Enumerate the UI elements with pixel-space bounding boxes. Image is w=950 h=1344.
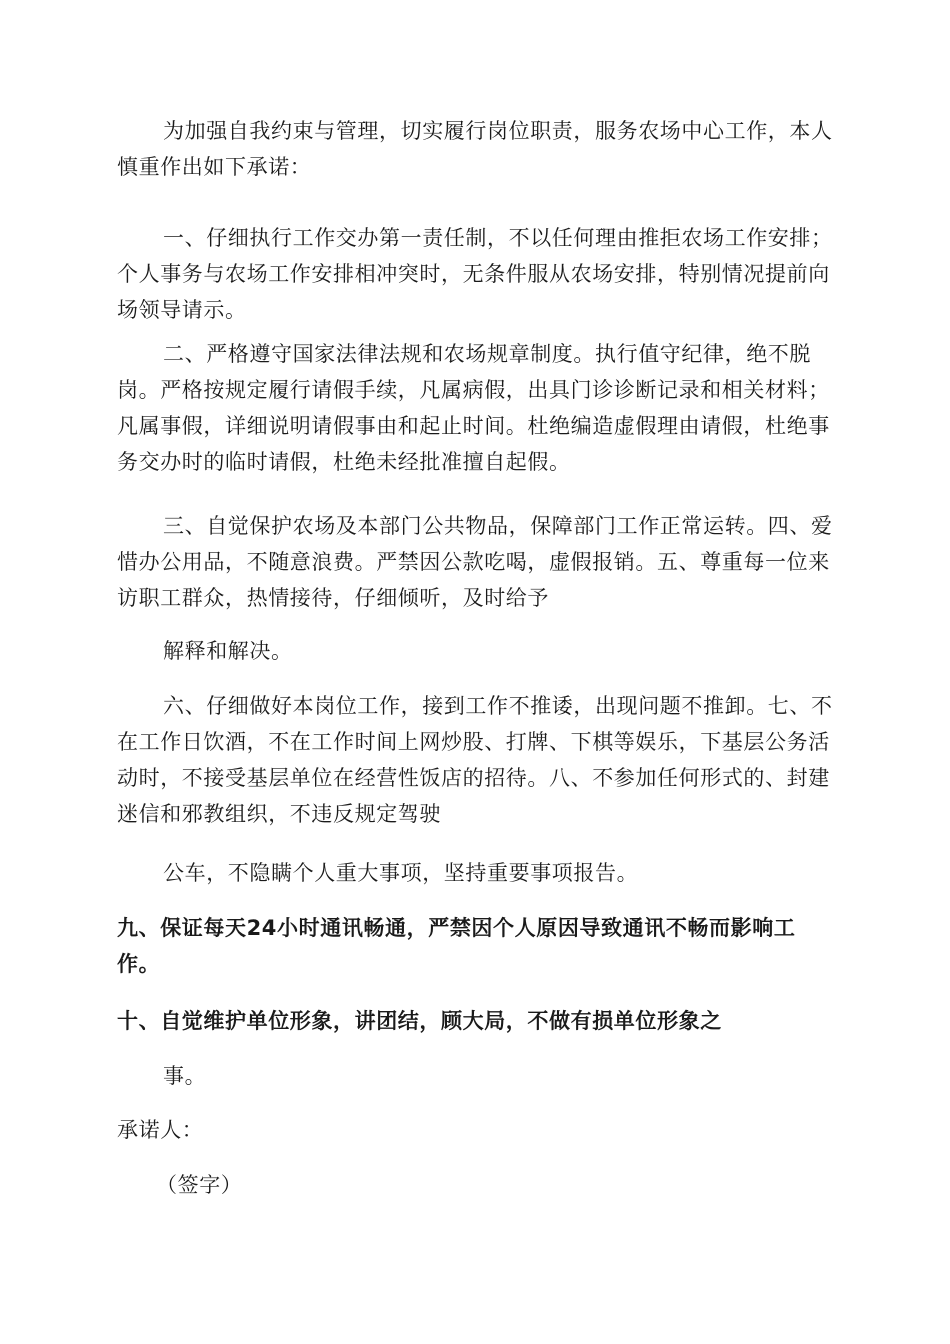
item-8-continuation: 公车，不隐瞒个人重大事项，坚持重要事项报告。 <box>163 861 639 885</box>
item-10-continuation: 事。 <box>163 1064 207 1088</box>
item-3-5-paragraph: 三、自觉保护农场及本部门公共物品，保障部门工作正常运转。四、爱惜办公用品，不随意浪费。严禁因公款吃喝，虚假报销。五、尊重每一位来访职工群众，热情接待，仔细倾听，及时给予 <box>117 514 833 610</box>
intro-paragraph: 为加强自我约束与管理，切实履行岗位职责，服务农场中心工作，本人慎重作出如下承诺： <box>117 119 833 179</box>
promisor-label: 承诺人： <box>117 1118 204 1142</box>
item-1-paragraph: 一、仔细执行工作交办第一责任制，不以任何理由推拒农场工作安排；个人事务与农场工作安排相冲突时，无条件服从农场安排，特别情况提前向场领导请示。 <box>117 226 833 322</box>
item-2-paragraph: 二、严格遵守国家法律法规和农场规章制度。执行值守纪律，绝不脱岗。严格按规定履行请假手续，凡属病假，出具门诊诊断记录和相关材料；凡属事假，详细说明请假事由和起止时间。杜绝编造虚假理由请假，杜绝事务交办时的临时请假，杜绝未经批准擅自起假。 <box>117 342 830 474</box>
item-10-paragraph: 十、自觉维护单位形象，讲团结，顾大局，不做有损单位形象之 <box>117 1009 722 1033</box>
item-5-continuation: 解释和解决。 <box>163 639 293 663</box>
item-6-8-paragraph: 六、仔细做好本岗位工作，接到工作不推诿，出现问题不推卸。七、不在工作日饮酒，不在工作时间上网炒股、打牌、下棋等娱乐，下基层公务活动时，不接受基层单位在经营性饭店的招待。八、不参加任何形式的、封建迷信和邪教组织，不违反规定驾驶 <box>117 694 833 826</box>
signature-label: （签字） <box>156 1173 243 1197</box>
item-9-paragraph: 九、保证每天24小时通讯畅通，严禁因个人原因导致通讯不畅而影响工作。 <box>117 916 796 976</box>
